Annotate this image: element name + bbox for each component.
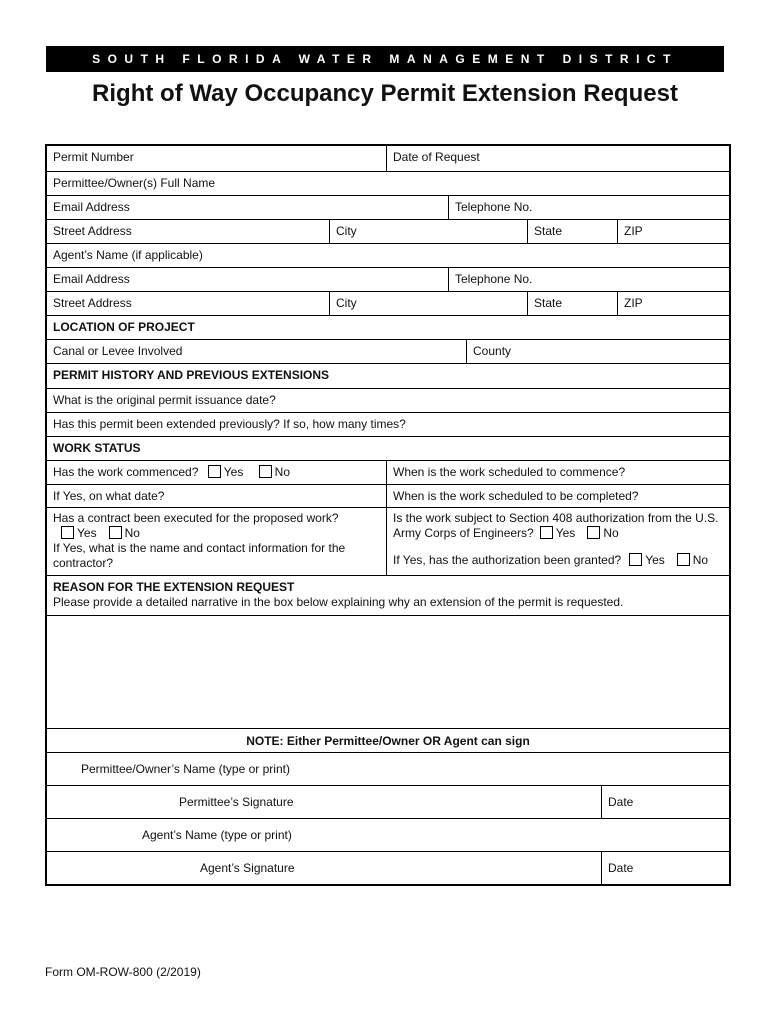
work-commenced-label: Has the work commenced? (53, 465, 199, 479)
permit-form (45, 144, 731, 886)
work-status-header: WORK STATUS (47, 437, 729, 461)
permit-number-row (47, 146, 729, 172)
reason-header-row (47, 576, 729, 616)
authorization-question: If Yes, has the authorization been granted? (393, 553, 622, 567)
yes-label: Yes (77, 526, 97, 540)
agency-banner: SOUTH FLORIDA WATER MANAGEMENT DISTRICT (46, 46, 724, 72)
permittee-street-field[interactable] (47, 220, 329, 243)
agent-street-field[interactable] (47, 292, 329, 315)
agent-name-row (47, 244, 729, 268)
commenced-date-field[interactable] (47, 485, 386, 507)
no-label: No (603, 526, 619, 540)
agent-name-sign-row (47, 819, 729, 852)
permittee-zip-field[interactable] (617, 220, 729, 243)
permit-number-label: Permit Number (53, 150, 134, 164)
owner-date-field[interactable] (601, 786, 729, 818)
permittee-name-field[interactable] (47, 172, 729, 195)
no-label: No (692, 553, 709, 567)
canal-levee-label: Canal or Levee Involved (53, 344, 183, 358)
owner-name-field[interactable] (47, 753, 729, 785)
owner-signature-field[interactable] (47, 786, 601, 818)
contract-no-checkbox[interactable] (109, 526, 122, 539)
agent-date-field[interactable] (601, 852, 729, 884)
owner-signature-label: Permittee’s Signature (179, 795, 294, 809)
permittee-address-row (47, 220, 729, 244)
agent-zip-label: ZIP (624, 296, 643, 310)
authorization-no-checkbox[interactable] (677, 553, 690, 566)
agent-street-label: Street Address (53, 296, 132, 310)
agent-city-label: City (336, 296, 357, 310)
permittee-telephone-field[interactable] (448, 196, 729, 219)
agent-name-label: Agent’s Name (if applicable) (53, 248, 203, 262)
permit-number-field[interactable] (47, 146, 386, 171)
location-row (47, 340, 729, 364)
location-header: LOCATION OF PROJECT (47, 316, 729, 340)
agent-email-label: Email Address (53, 272, 130, 286)
permittee-email-label: Email Address (53, 200, 130, 214)
permittee-zip-label: ZIP (624, 224, 643, 238)
no-label: No (274, 465, 291, 479)
agent-print-name-field[interactable] (47, 819, 729, 851)
permittee-email-field[interactable] (47, 196, 448, 219)
agent-signature-label: Agent’s Signature (200, 861, 295, 875)
permittee-state-label: State (534, 224, 563, 238)
permittee-name-label: Permittee/Owner(s) Full Name (53, 176, 216, 190)
history-header: PERMIT HISTORY AND PREVIOUS EXTENSIONS (47, 364, 729, 389)
reason-header: REASON FOR THE EXTENSION REQUEST (53, 580, 295, 594)
work-commenced-field (47, 461, 386, 484)
original-issuance-date-label: What is the original permit issuance date? (53, 393, 276, 407)
agent-signature-row (47, 852, 729, 884)
scheduled-complete-field[interactable] (386, 485, 729, 507)
agent-telephone-label: Telephone No. (455, 272, 533, 286)
previous-extensions-field[interactable] (47, 413, 729, 436)
contract-yes-checkbox[interactable] (61, 526, 74, 539)
contract-row (47, 508, 729, 576)
contract-question: Has a contract been executed for the proposed work? (53, 511, 339, 525)
agent-signature-field[interactable] (47, 852, 601, 884)
agent-name-field[interactable] (47, 244, 729, 267)
owner-signature-row (47, 786, 729, 819)
owner-name-label: Permittee/Owner’s Name (type or print) (81, 762, 290, 776)
permittee-state-field[interactable] (527, 220, 617, 243)
section408-no-checkbox[interactable] (587, 526, 600, 539)
authorization-yes-checkbox[interactable] (629, 553, 642, 566)
section408-yes-checkbox[interactable] (540, 526, 553, 539)
agent-state-field[interactable] (527, 292, 617, 315)
owner-date-label: Date (608, 795, 634, 809)
form-title: Right of Way Occupancy Permit Extension Request (92, 80, 678, 107)
original-issuance-date-field[interactable] (47, 389, 729, 412)
scheduled-commence-label: When is the work scheduled to commence? (393, 465, 626, 479)
agent-zip-field[interactable] (617, 292, 729, 315)
scheduled-commence-field[interactable] (386, 461, 729, 484)
commenced-date-label: If Yes, on what date? (53, 489, 165, 503)
yes-label: Yes (555, 526, 576, 540)
section408-field (386, 508, 729, 575)
work-commenced-no-checkbox[interactable] (259, 465, 272, 478)
agent-address-row (47, 292, 729, 316)
work-commenced-yes-checkbox[interactable] (208, 465, 221, 478)
work-commenced-row (47, 461, 729, 485)
yes-label: Yes (645, 553, 665, 567)
history-q1-row (47, 389, 729, 413)
signature-note: NOTE: Either Permittee/Owner OR Agent can sign (47, 729, 729, 753)
permittee-city-label: City (336, 224, 357, 238)
form-number: Form OM-ROW-800 (2/2019) (45, 965, 201, 979)
section408-question: Is the work subject to Section 408 authorization from the U.S. Army Corps of Engineers? (393, 511, 719, 540)
permittee-name-row (47, 172, 729, 196)
agent-date-label: Date (608, 861, 634, 875)
reason-instructions: Please provide a detailed narrative in the box below explaining why an extension of the permit is requested. (53, 595, 624, 609)
permittee-email-row (47, 196, 729, 220)
date-of-request-field[interactable] (386, 146, 729, 171)
canal-levee-field[interactable] (47, 340, 466, 363)
agent-state-label: State (534, 296, 563, 310)
agent-email-field[interactable] (47, 268, 448, 291)
agent-city-field[interactable] (329, 292, 527, 315)
county-label: County (473, 344, 512, 358)
permittee-street-label: Street Address (53, 224, 132, 238)
permittee-city-field[interactable] (329, 220, 527, 243)
reason-narrative-box[interactable] (47, 616, 729, 729)
scheduled-complete-label: When is the work scheduled to be completed? (393, 489, 639, 503)
county-field[interactable] (466, 340, 729, 363)
contractor-info-label[interactable]: If Yes, what is the name and contact information for the contractor? (53, 541, 346, 570)
no-label: No (124, 526, 140, 540)
agent-email-row (47, 268, 729, 292)
owner-name-row (47, 753, 729, 786)
contract-field (47, 508, 386, 575)
work-dates-row (47, 485, 729, 508)
agent-telephone-field[interactable] (448, 268, 729, 291)
previous-extensions-label: Has this permit been extended previously? If so, how many times? (53, 417, 406, 431)
date-of-request-label: Date of Request (393, 150, 480, 164)
permittee-telephone-label: Telephone No. (455, 200, 533, 214)
agent-print-name-label: Agent’s Name (type or print) (142, 828, 292, 842)
history-q2-row (47, 413, 729, 437)
yes-label: Yes (223, 465, 244, 479)
